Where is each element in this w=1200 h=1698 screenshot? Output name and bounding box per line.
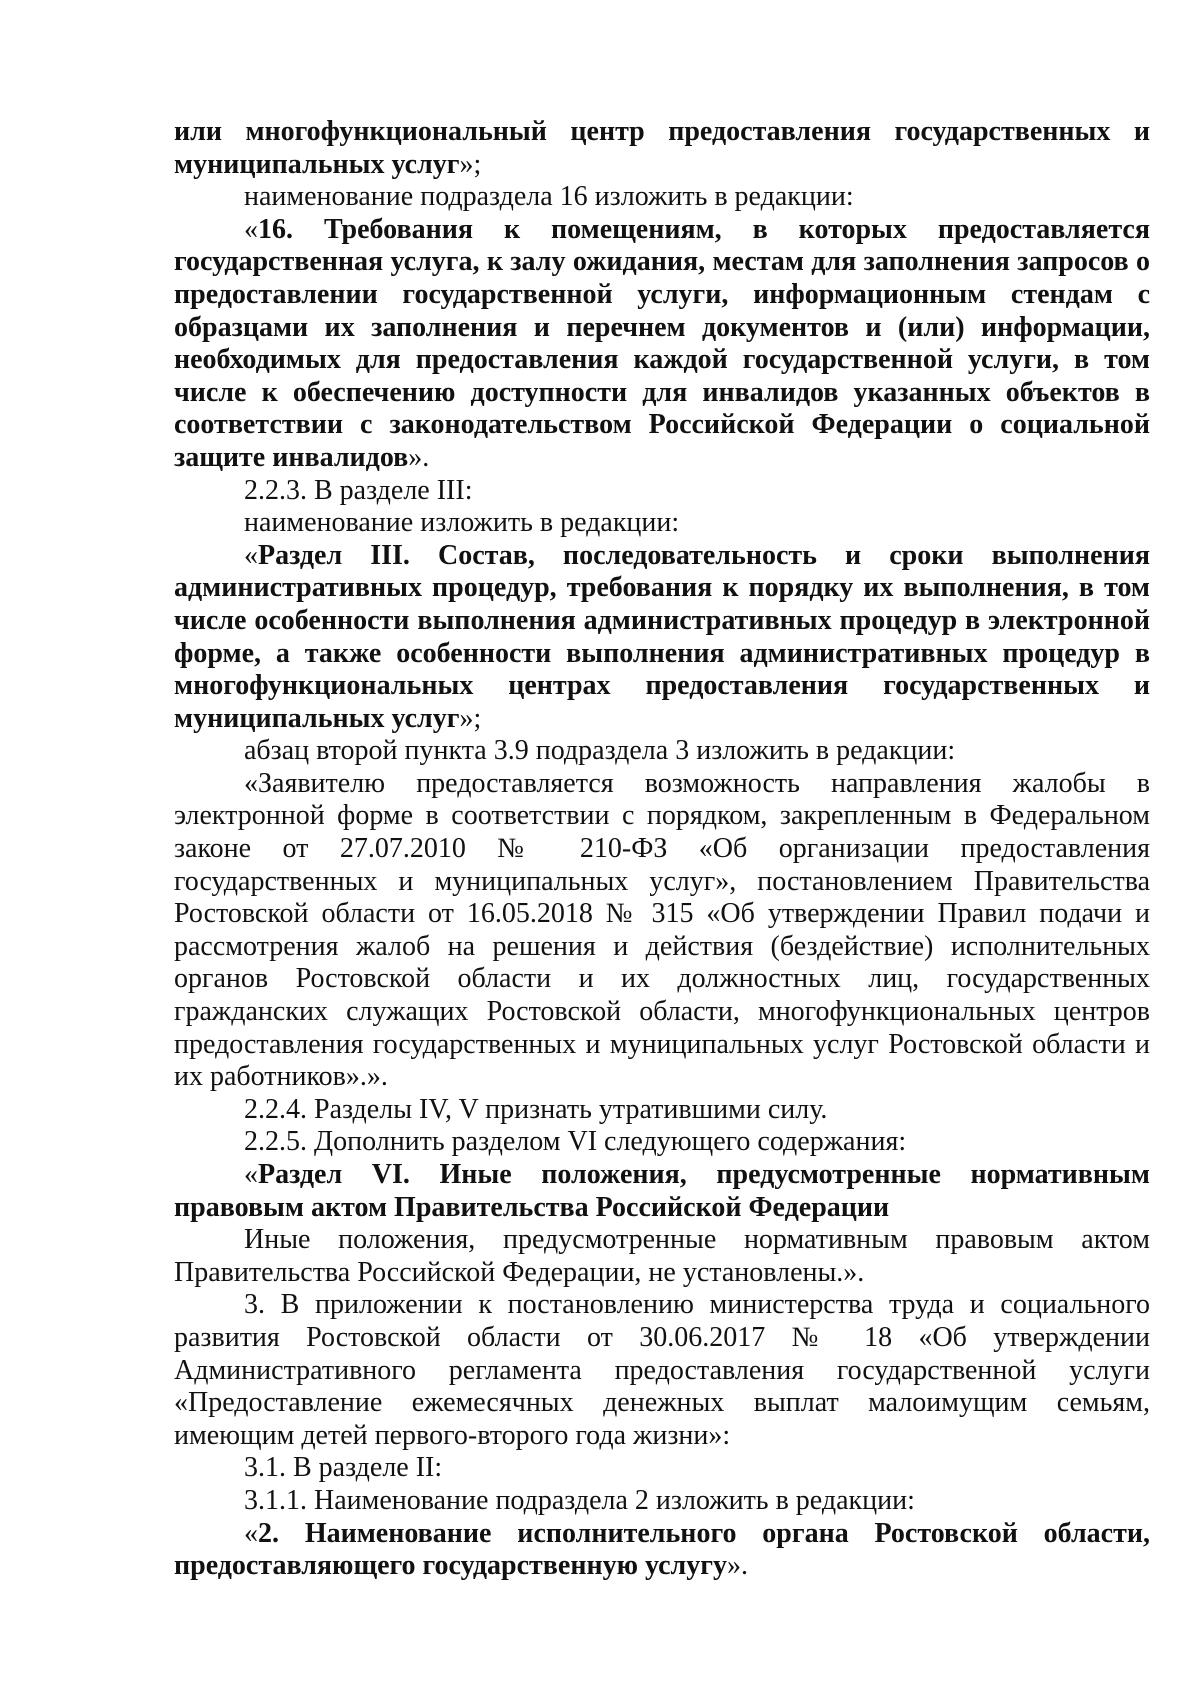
document-paragraph [174,1518,1150,1583]
text-segment: абзац второй пункта 3.9 подраздела 3 изложить в редакции: [244,735,956,767]
text-segment: наименование подраздела 16 изложить в редакции: [244,181,854,213]
document-paragraph [174,1159,1150,1224]
text-segment: ». [408,441,430,473]
document-paragraph [174,214,1150,475]
text-segment: 3.1.1. Наименование подраздела 2 изложить в редакции: [244,1484,915,1516]
text-segment: « [244,539,258,571]
document-body [174,116,1150,1583]
document-paragraph [174,116,1150,181]
text-segment: « [244,1517,258,1549]
text-segment: ». [726,1550,748,1582]
text-segment: « [244,213,258,245]
bold-text-segment: 2. Наименование исполнительного органа Ростовской области, предоставляющего государственную услугу [174,1517,1150,1582]
bold-text-segment: 16. Требования к помещениям, в которых предоставляется государственная услуга, к залу ожидания, местам для заполнения запросов о предоставлении государственной услуги, информационным стендам с образцами их заполнения и перечнем документов и (или) информации, необходимых для предоставления каждой государственной услуги, в том числе к обеспечению доступности для инвалидов указанных объектов в соответствии с законодательством Российской Федерации о социальной защите инвалидов [174,213,1150,473]
document-paragraph [174,507,1150,540]
document-paragraph [174,735,1150,768]
document-paragraph [174,1452,1150,1485]
text-segment: »; [459,702,482,734]
bold-text-segment: Раздел III. Состав, последовательность и сроки выполнения административных процедур, требования к порядку их выполнения, в том числе особенности выполнения административных процедур в электронной форме, а также особенности выполнения административных процедур в многофункциональных центрах предоставления государственных и муниципальных услуг [174,539,1150,734]
document-paragraph [174,768,1150,1094]
text-segment: 3. В приложении к постановлению министерства труда и социального развития Ростовской области от 30.06.2017 № 18 «Об утверждении Административного регламента предоставления государственной услуги «Предоставление ежемесячных денежных выплат малоимущим семьям, имеющим детей первого-второго года жизни»: [174,1289,1150,1451]
text-segment: 3.1. В разделе II: [244,1452,443,1484]
document-paragraph [174,1126,1150,1159]
document-paragraph [174,1289,1150,1452]
text-segment: « [244,1159,258,1190]
document-paragraph [174,1224,1150,1289]
text-segment: «Заявителю предоставляется возможность направления жалобы в электронной форме в соответствии с порядком, закрепленным в Федеральном законе от 27.07.2010 № 210-ФЗ «Об организации предоставления государственных и муниципальных услуг», постановлением Правительства Ростовской области от 16.05.2018 № 315 «Об утверждении Правил подачи и рассмотрения жалоб на решения и действия (бездействие) исполнительных органов Ростовской области и их должностных лиц, государственных гражданских служащих Ростовской области, многофункциональных центров предоставления государственных и муниципальных услуг Ростовской области и их работников».». [174,767,1150,1093]
text-segment: 2.2.4. Разделы IV, V признать утратившими силу. [244,1093,828,1125]
document-paragraph [174,475,1150,508]
document-paragraph [174,540,1150,736]
document-paragraph [174,1485,1150,1518]
document-paragraph [174,181,1150,214]
text-segment: 2.2.3. В разделе III: [244,474,473,506]
text-segment: 2.2.5. Дополнить разделом VI следующего содержания: [244,1126,907,1158]
text-segment: наименование изложить в редакции: [244,507,680,539]
bold-text-segment: или многофункциональный центр предоставления государственных и муниципальных услуг [174,116,1150,180]
bold-text-segment: Раздел VI. Иные положения, предусмотренные нормативным правовым актом Правительства Российской Федерации [174,1159,1150,1223]
text-segment: »; [459,148,482,180]
document-paragraph [174,1094,1150,1127]
text-segment: Иные положения, предусмотренные нормативным правовым актом Правительства Российской Федерации, не установлены.». [174,1224,1150,1288]
